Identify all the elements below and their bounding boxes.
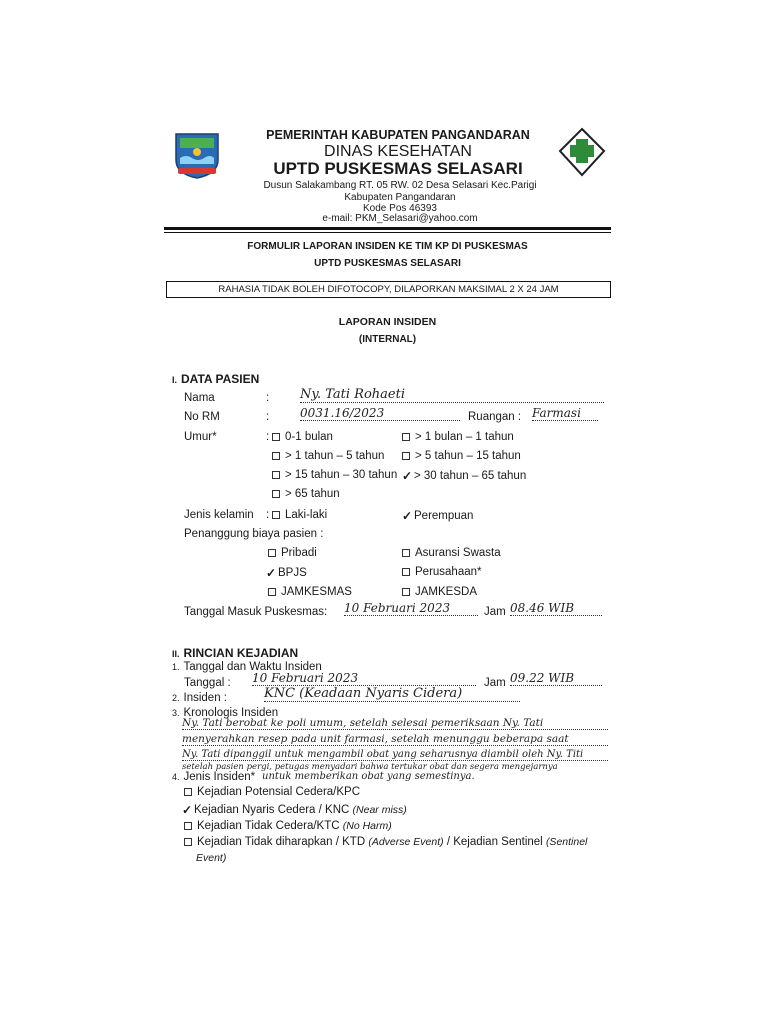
puskesmas-title: UPTD PUSKESMAS SELASARI [273, 159, 523, 178]
masuk-label: Tanggal Masuk Puskesmas: [184, 606, 328, 618]
q1-text: Tanggal dan Waktu Insiden [183, 661, 322, 673]
checkbox-icon [272, 433, 280, 441]
umur-colon: : [266, 431, 270, 443]
nama-colon: : [266, 392, 270, 404]
confidential-notice: RAHASIA TIDAK BOLEH DIFOTOCOPY, DILAPORKAN MAKSIMAL 2 X 24 JAM [166, 281, 611, 298]
gov-title: PEMERINTAH KABUPATEN PANGANDARAN [266, 128, 530, 142]
section-1-heading [172, 372, 259, 386]
biaya-option-label: JAMKESDA [415, 586, 477, 598]
checkbox-icon [402, 549, 410, 557]
insiden-jam-label: Jam [484, 677, 506, 689]
umur-option-4[interactable] [402, 450, 521, 462]
biaya-option-jamkesmas[interactable] [268, 586, 352, 598]
masuk-value: 10 Februari 2023 [344, 601, 478, 616]
biaya-option-label: JAMKESMAS [281, 586, 352, 598]
kronologi-line-2: menyerahkan resep pada unit farmasi, setelah menunggu beberapa saat [182, 733, 608, 746]
checkbox-icon [272, 471, 280, 479]
jenis-option-ktc[interactable] [184, 820, 392, 832]
tanggal-value: 10 Februari 2023 [252, 671, 476, 686]
jenis-note: (No Harm) [342, 820, 392, 832]
biaya-option-label: Pribadi [281, 547, 317, 559]
checkbox-icon [402, 452, 410, 460]
checkbox-icon [184, 838, 192, 846]
checkmark-icon: ✓ [402, 469, 413, 483]
jenis-option-knc-checked[interactable] [182, 803, 407, 817]
umur-option-6-checked[interactable] [402, 469, 526, 483]
q4-label: 4. Jenis Insiden* [172, 771, 256, 783]
checkbox-icon [184, 788, 192, 796]
checkmark-icon: ✓ [402, 509, 413, 523]
jk-option-perempuan-checked[interactable] [402, 509, 473, 523]
insiden-value: KNC (Keadaan Nyaris Cidera) [264, 686, 520, 702]
checkbox-icon [272, 452, 280, 460]
checkbox-icon [402, 568, 410, 576]
umur-option-label: > 30 tahun – 65 tahun [414, 470, 527, 483]
tanggal-label: Tanggal : [184, 677, 231, 689]
umur-option-5[interactable] [272, 469, 397, 481]
jk-label: Jenis kelamin [184, 509, 254, 521]
checkbox-icon [268, 588, 276, 596]
ruangan-value: Farmasi [532, 406, 598, 421]
jk-option-laki[interactable] [272, 509, 327, 521]
norm-label: No RM [184, 411, 220, 423]
biaya-option-perusahaan[interactable] [402, 566, 482, 578]
section-1-title: DATA PASIEN [181, 372, 260, 386]
masuk-jam-label: Jam [484, 606, 506, 618]
nama-value: Ny. Tati Rohaeti [300, 387, 604, 403]
header-divider-thin [164, 232, 611, 233]
checkbox-icon [268, 549, 276, 557]
form-subtitle: UPTD PUSKESMAS SELASARI [314, 258, 461, 269]
header-divider [164, 227, 611, 230]
biaya-option-label: BPJS [278, 567, 307, 580]
checkbox-icon [402, 433, 410, 441]
checkbox-icon [272, 490, 280, 498]
umur-option-label: > 5 tahun – 15 tahun [415, 450, 521, 462]
umur-option-label: > 1 tahun – 5 tahun [285, 450, 385, 462]
biaya-option-jamkesda[interactable] [402, 586, 477, 598]
checkbox-icon [402, 588, 410, 596]
form-title: FORMULIR LAPORAN INSIDEN KE TIM KP DI PUSKESMAS [247, 241, 528, 252]
umur-option-2[interactable] [402, 431, 514, 443]
section-2-heading [172, 646, 298, 660]
kronologi-line-1: Ny. Tati berobat ke poli umum, setelah selesai pemeriksaan Ny. Tati [182, 717, 608, 730]
umur-option-7[interactable] [272, 488, 340, 500]
kronologi-line-4: setelah pasien pergi, petugas menyadari bahwa tertukar obat dan segera mengejarnya [182, 762, 558, 772]
jk-option-label: Laki-laki [285, 509, 328, 521]
q2-label: 2. Insiden : [172, 692, 227, 704]
biaya-label: Penanggung biaya pasien : [184, 528, 324, 540]
section-2-title: RINCIAN KEJADIAN [183, 646, 299, 660]
jenis-option-label: Kejadian Tidak diharapkan / KTD [197, 836, 366, 848]
q4-text: Jenis Insiden* [183, 771, 256, 783]
jenis-option-label: Kejadian Potensial Cedera/KPC [197, 786, 361, 798]
q2-text: Insiden : [183, 692, 227, 704]
jenis-note: (Near miss) [352, 804, 407, 817]
report-subtitle: (INTERNAL) [358, 334, 417, 345]
norm-colon: : [266, 411, 270, 423]
biaya-option-label: Perusahaan* [415, 566, 482, 578]
biaya-option-asuransi[interactable] [402, 547, 501, 559]
jenis-option-label: / Kejadian Sentinel [446, 836, 543, 848]
q1-label: 1. Tanggal dan Waktu Insiden [172, 661, 322, 673]
address-line-2: Kabupaten Pangandaran [344, 192, 456, 203]
ruangan-label: Ruangan : [468, 411, 522, 423]
umur-option-label: 0-1 bulan [285, 431, 333, 443]
jenis-option-label: Kejadian Tidak Cedera/KTC [197, 820, 340, 832]
q3-label: 3. Kronologis Insiden [172, 707, 279, 719]
report-title: LAPORAN INSIDEN [338, 316, 437, 328]
jenis-note: (Sentinel [545, 836, 588, 848]
kronologi-line-3: Ny. Tati dipanggil untuk mengambil obat yang seharusnya diambil oleh Ny. Titi [182, 749, 608, 761]
regency-logo [172, 130, 222, 180]
jenis-note-event: Event) [196, 852, 227, 864]
address-line-3: Kode Pos 46393 [363, 203, 437, 214]
umur-option-label: > 15 tahun – 30 tahun [285, 469, 398, 481]
biaya-option-label: Asuransi Swasta [415, 547, 501, 559]
checkmark-icon: ✓ [182, 803, 193, 817]
kronologi-line-5: untuk memberikan obat yang semestinya. [262, 771, 475, 782]
umur-option-label: > 65 tahun [285, 488, 340, 500]
department-title: DINAS KESEHATAN [324, 143, 472, 160]
umur-option-label: > 1 bulan – 1 tahun [415, 431, 514, 443]
insiden-jam-value: 09.22 WIB [510, 671, 602, 686]
section-2-num: II. [172, 649, 180, 659]
umur-option-3[interactable] [272, 450, 384, 462]
checkbox-icon [184, 822, 192, 830]
checkbox-icon [272, 511, 280, 519]
norm-value: 0031.16/2023 [300, 406, 460, 421]
jk-colon: : [266, 509, 270, 521]
umur-label: Umur* [184, 431, 217, 443]
health-cross-logo [558, 127, 606, 177]
q3-text: Kronologis Insiden [183, 707, 279, 719]
jenis-option-label: Kejadian Nyaris Cedera / KNC [194, 804, 350, 817]
checkmark-icon: ✓ [266, 566, 277, 580]
jk-option-label: Perempuan [414, 510, 474, 523]
nama-label: Nama [184, 392, 215, 404]
biaya-option-bpjs-checked[interactable] [266, 566, 307, 580]
jenis-option-kpc[interactable] [184, 786, 360, 798]
biaya-option-pribadi[interactable] [268, 547, 317, 559]
umur-option-1[interactable] [272, 431, 333, 443]
jenis-option-ktd[interactable] [184, 836, 587, 848]
address-line-1: Dusun Salakambang RT. 05 RW. 02 Desa Selasari Kec.Parigi [263, 180, 537, 191]
email-line: e-mail: PKM_Selasari@yahoo.com [322, 213, 478, 224]
section-1-num: I. [172, 375, 178, 385]
masuk-jam-value: 08.46 WIB [510, 601, 602, 616]
jenis-note: (Adverse Event) [368, 836, 444, 848]
